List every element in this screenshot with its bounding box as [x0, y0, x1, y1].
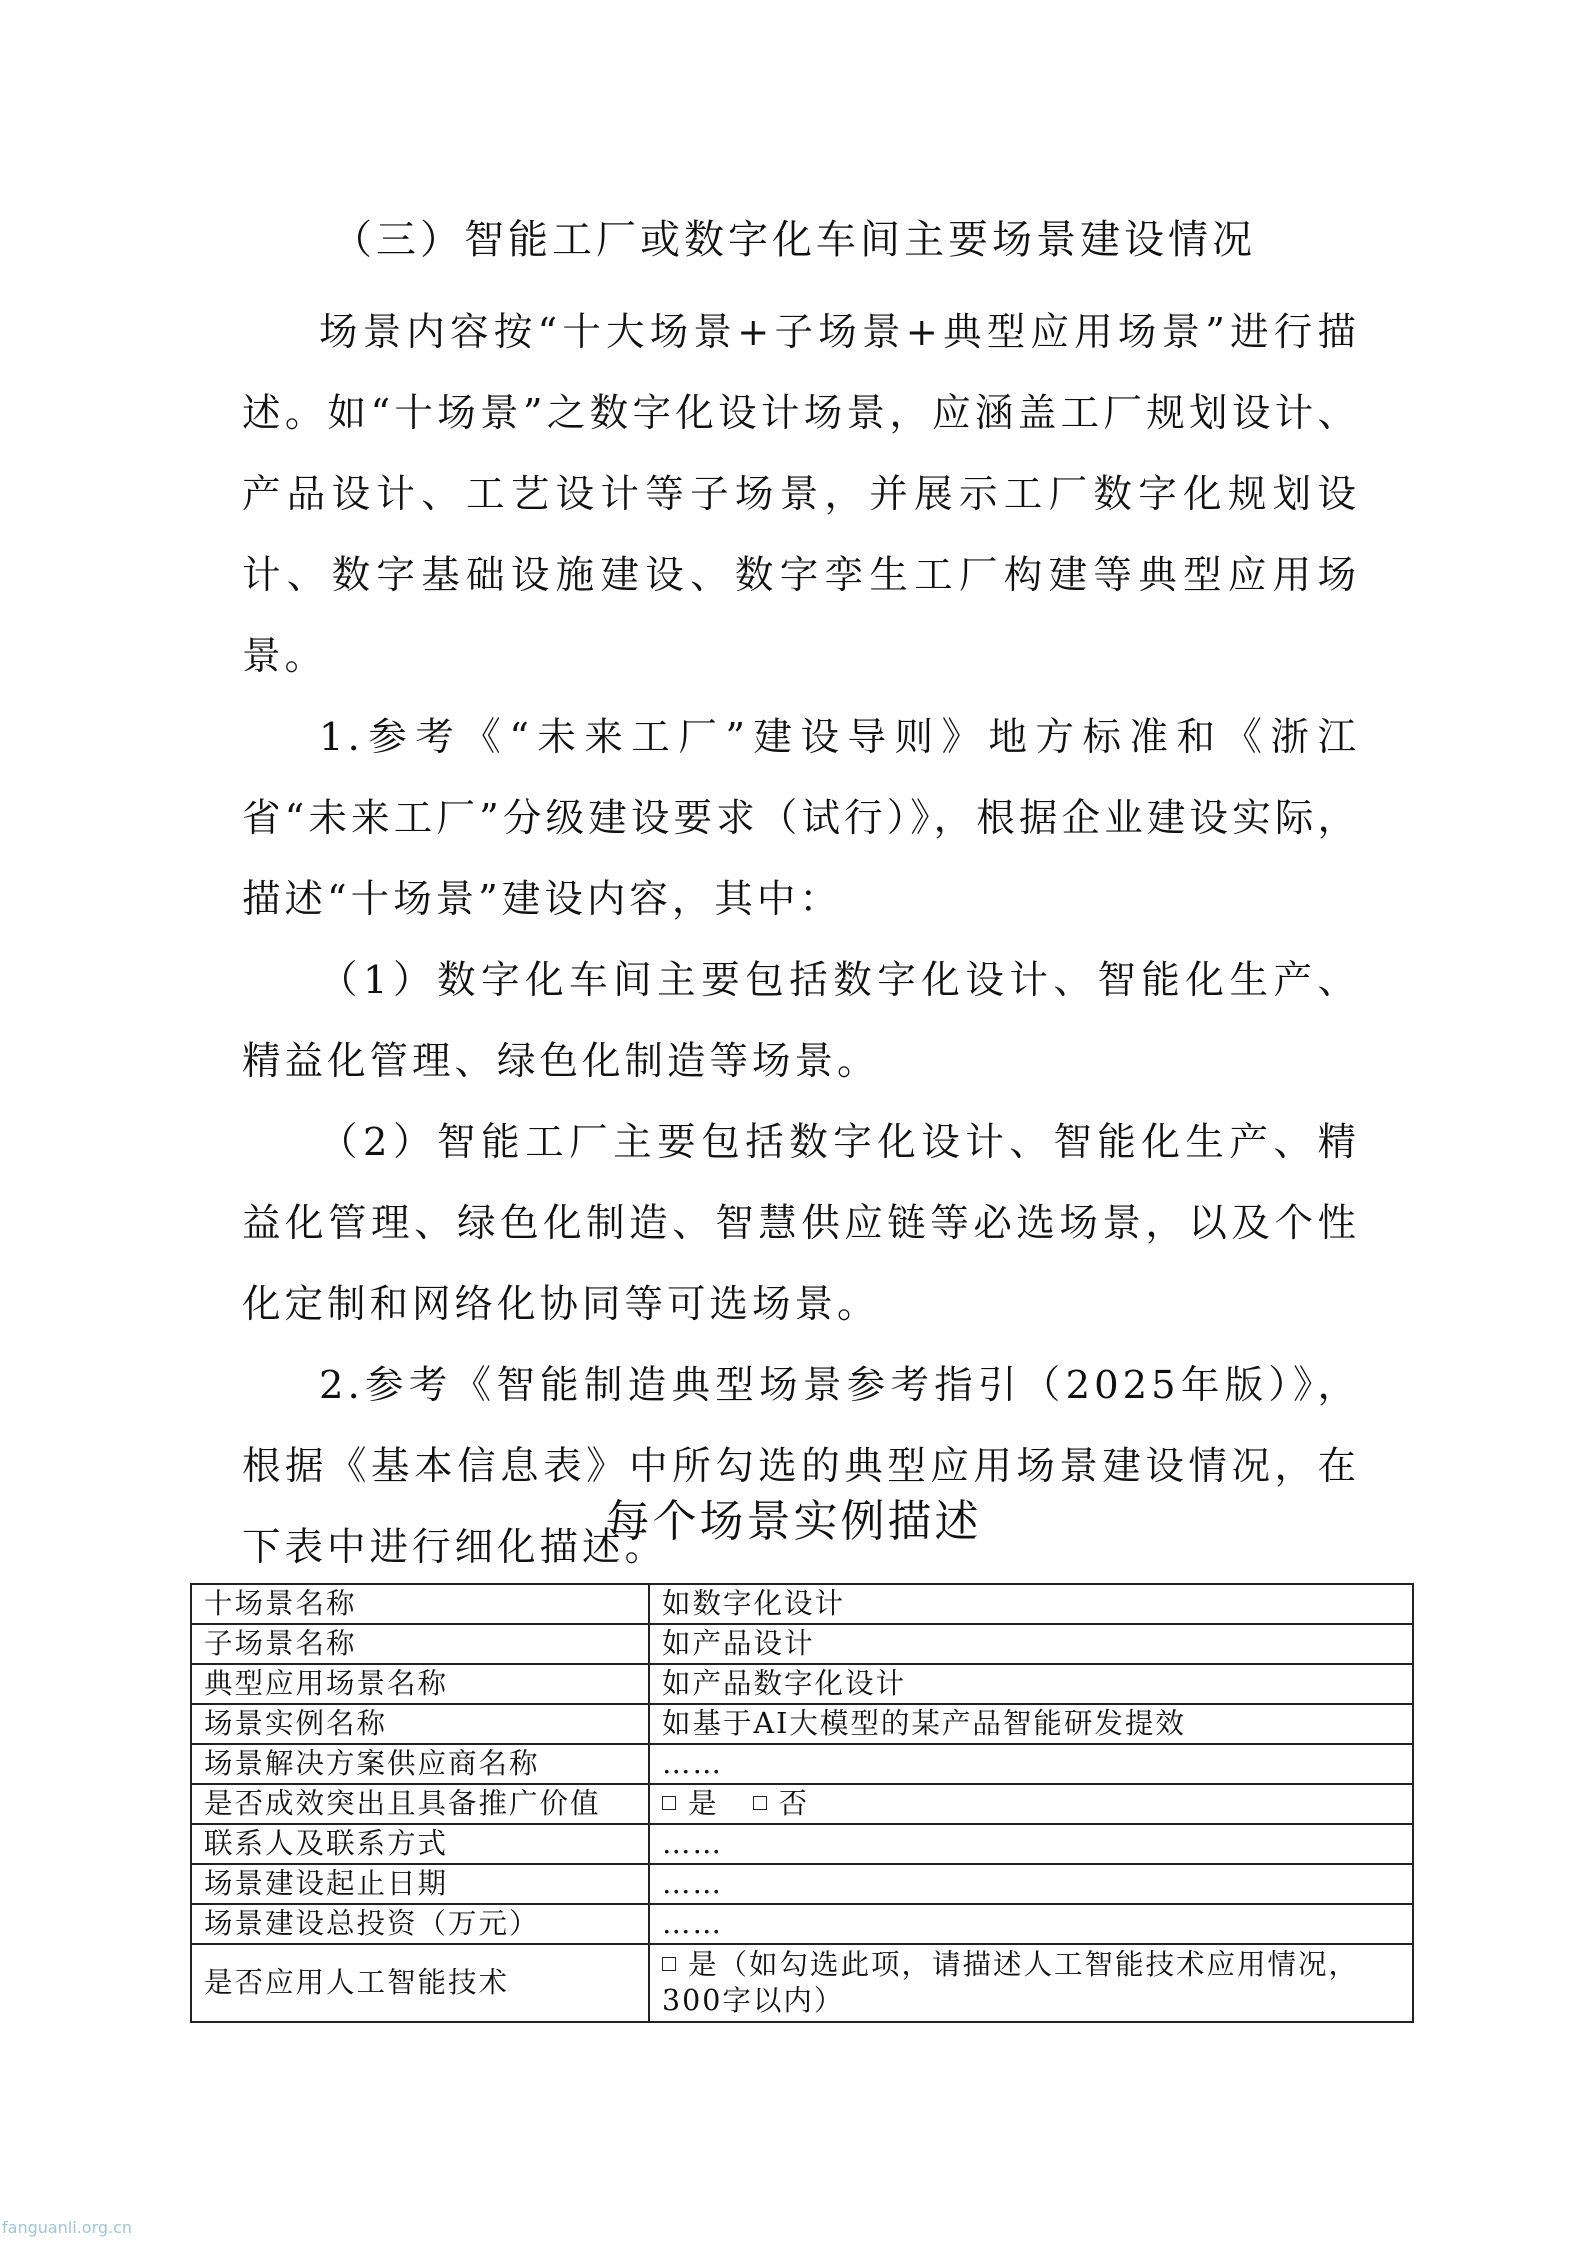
section-heading: （三）智能工厂或数字化车间主要场景建设情况 — [332, 217, 1256, 263]
paragraph-reference-1: 1.参考《“未来工厂”建设导则》地方标准和《浙江省“未来工厂”分级建设要求（试行）》，根据企业建设实际，描述“十场景”建设内容，其中： — [242, 715, 1360, 922]
table-row — [191, 1864, 1413, 1904]
table-row — [191, 1784, 1413, 1824]
row-label: 是否成效突出且具备推广价值 — [191, 1784, 649, 1824]
ai-usage-cell — [649, 1944, 1413, 2022]
ai-yes-checkbox[interactable] — [662, 1957, 676, 1971]
table-row — [191, 1624, 1413, 1664]
table-row — [191, 1824, 1413, 1864]
row-label: 是否应用人工智能技术 — [191, 1944, 649, 2022]
row-label: 典型应用场景名称 — [191, 1664, 649, 1704]
row-value[interactable]: 如数字化设计 — [649, 1584, 1413, 1624]
row-value[interactable]: …… — [649, 1744, 1413, 1784]
table-row — [191, 1904, 1413, 1944]
table-title: 每个场景实例描述 — [605, 1496, 982, 1547]
no-label: 否 — [778, 1787, 810, 1820]
row-label: 子场景名称 — [191, 1624, 649, 1664]
table-row — [191, 1584, 1413, 1624]
ai-usage-text: 是（如勾选此项，请描述人工智能技术应用情况，300字以内） — [662, 1948, 1360, 2017]
no-checkbox[interactable] — [753, 1796, 767, 1810]
table-row — [191, 1944, 1413, 2022]
paragraph-scene-description: 场景内容按“十大场景+子场景+典型应用场景”进行描述。如“十场景”之数字化设计场景，应涵盖工厂规划设计、产品设计、工艺设计等子场景，并展示工厂数字化规划设计、数字基础设施建设、数字孪生工厂构建等典型应用场景。 — [242, 310, 1360, 679]
scene-instance-table — [190, 1583, 1414, 2023]
row-value[interactable]: 如基于AI大模型的某产品智能研发提效 — [649, 1704, 1413, 1744]
row-value[interactable]: …… — [649, 1904, 1413, 1944]
row-value[interactable]: 如产品设计 — [649, 1624, 1413, 1664]
table-row — [191, 1704, 1413, 1744]
promotion-choice-cell — [649, 1784, 1413, 1824]
row-label: 场景解决方案供应商名称 — [191, 1744, 649, 1784]
paragraph-digital-workshop: （1）数字化车间主要包括数字化设计、智能化生产、精益化管理、绿色化制造等场景。 — [242, 958, 1360, 1084]
row-value[interactable]: …… — [649, 1864, 1413, 1904]
body-text — [242, 292, 1360, 1588]
yes-label: 是 — [688, 1787, 719, 1820]
paragraph-smart-factory: （2）智能工厂主要包括数字化设计、智能化生产、精益化管理、绿色化制造、智慧供应链等必选场景，以及个性化定制和网络化协同等可选场景。 — [242, 1120, 1360, 1327]
table-row — [191, 1664, 1413, 1704]
watermark-text: fanguanli.org.cn — [2, 2218, 133, 2237]
table-row — [191, 1744, 1413, 1784]
row-value[interactable]: …… — [649, 1824, 1413, 1864]
row-label: 场景实例名称 — [191, 1704, 649, 1744]
row-label: 联系人及联系方式 — [191, 1824, 649, 1864]
row-label: 场景建设起止日期 — [191, 1864, 649, 1904]
row-label: 场景建设总投资（万元） — [191, 1904, 649, 1944]
row-value[interactable]: 如产品数字化设计 — [649, 1664, 1413, 1704]
yes-checkbox[interactable] — [662, 1796, 676, 1810]
row-label: 十场景名称 — [191, 1584, 649, 1624]
paragraph-reference-2: 2.参考《智能制造典型场景参考指引（2025年版）》，根据《基本信息表》中所勾选的典型应用场景建设情况，在下表中进行细化描述。 — [242, 1363, 1360, 1570]
